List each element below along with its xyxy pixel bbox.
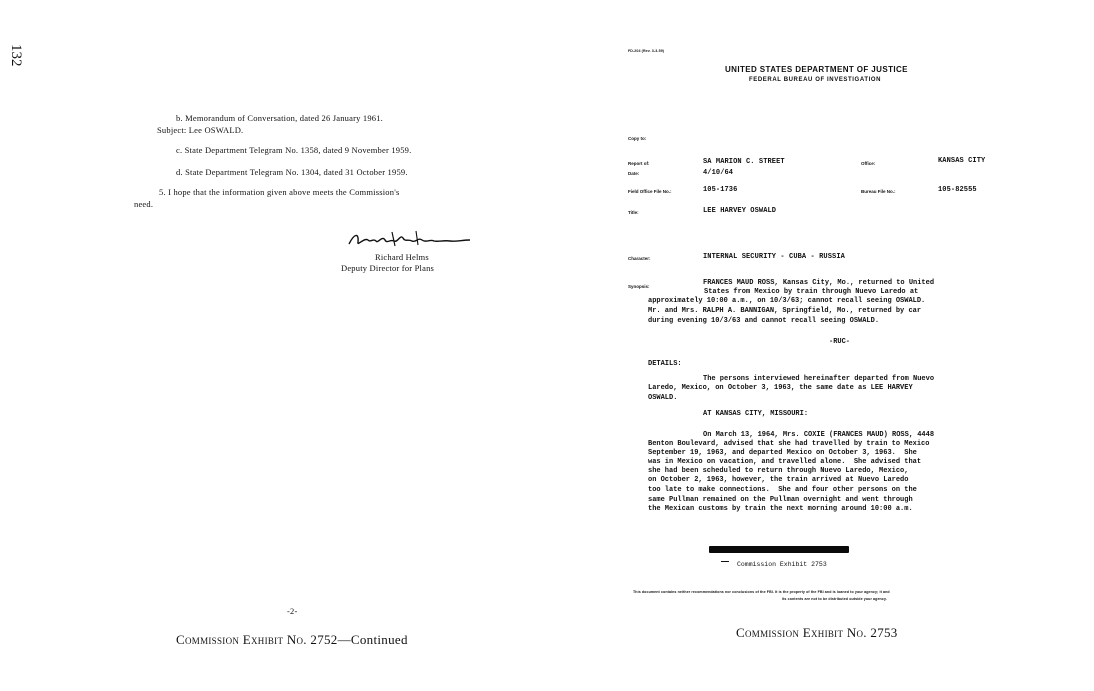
attachment-item-b: b. Memorandum of Conversation, dated 26 January 1961.: [176, 113, 384, 123]
left-caption-suffix: —Continued: [337, 632, 408, 647]
title-value: LEE HARVEY OSWALD: [703, 207, 777, 215]
office-label: Office:: [861, 161, 876, 166]
bureau-header: FEDERAL BUREAU OF INVESTIGATION: [749, 77, 882, 83]
page-number: 132: [8, 44, 24, 67]
synopsis-line: approximately 10:00 a.m., on 10/3/63; cannot recall seeing OSWALD.: [648, 297, 926, 305]
left-exhibit-caption: [176, 632, 408, 648]
copy-to-label: Copy to:: [628, 136, 647, 141]
synopsis-line: Mr. and Mrs. RALPH A. BANNIGAN, Springfield, Mo., returned by car: [648, 307, 922, 315]
synopsis-line: during evening 10/3/63 and cannot recall seeing OSWALD.: [648, 317, 880, 325]
synopsis-line: FRANCES MAUD ROSS, Kansas City, Mo., returned to United: [703, 279, 935, 287]
footer-disclaimer: This document contains neither recommendations nor conclusions of the FBI. It is the property of the FBI and is loaned to your agency; it and: [633, 590, 890, 594]
signer-name: Richard Helms: [375, 252, 429, 262]
character-value: INTERNAL SECURITY - CUBA - RUSSIA: [703, 253, 845, 261]
interview-line: On March 13, 1964, Mrs. COXIE (FRANCES MAUD) ROSS, 4448: [703, 431, 935, 439]
interview-line: on October 2, 1963, however, the train arrived at Nuevo Laredo: [648, 476, 909, 484]
bureau-file-label: Bureau File No.:: [861, 189, 896, 194]
interview-line: too late to make connections. She and four other persons on the: [648, 486, 917, 494]
report-of-label: Report of:: [628, 161, 650, 166]
title-label: Title:: [628, 210, 639, 215]
interview-line: the Mexican customs by train the next morning around 10:00 a.m.: [648, 505, 913, 513]
stamp-dash: [721, 561, 729, 562]
interview-line: Benton Boulevard, advised that she had travelled by train to Mexico: [648, 440, 930, 448]
closing-paragraph: 5. I hope that the information given above meets the Commission's: [159, 187, 400, 197]
interview-line: same Pullman remained on the Pullman overnight and went through: [648, 496, 913, 504]
page-mark: -2-: [287, 606, 298, 616]
details-heading: DETAILS:: [648, 360, 682, 368]
synopsis-label: Synopsis:: [628, 284, 650, 289]
attachment-item-c: c. State Department Telegram No. 1358, dated 9 November 1959.: [176, 145, 412, 155]
interview-line: September 19, 1963, and departed Mexico on October 3, 1963. She: [648, 449, 917, 457]
redaction-bar: [709, 546, 849, 553]
ruc-mark: -RUC-: [829, 338, 851, 346]
interview-line: was in Mexico on vacation, and travelled alone. She advised that: [648, 458, 922, 466]
department-header: UNITED STATES DEPARTMENT OF JUSTICE: [725, 65, 908, 74]
location-heading: AT KANSAS CITY, MISSOURI:: [703, 410, 809, 418]
details-line: Laredo, Mexico, on October 3, 1963, the same date as LEE HARVEY: [648, 384, 913, 392]
attachment-subject: Subject: Lee OSWALD.: [157, 125, 244, 135]
field-file-value: 105-1736: [703, 186, 738, 194]
character-label: Character:: [628, 256, 651, 261]
date-label: Date:: [628, 171, 640, 176]
right-exhibit-caption: Commission Exhibit No. 2753: [736, 625, 898, 640]
field-file-label: Field Office File No.:: [628, 189, 672, 194]
footer-disclaimer-2: its contents are not to be distributed outside your agency.: [782, 597, 887, 601]
left-caption-number: Commission Exhibit No. 2752: [176, 632, 338, 647]
interview-line: she had been scheduled to return through Nuevo Laredo, Mexico,: [648, 467, 909, 475]
form-number: FD-204 (Rev. 3-3-59): [628, 49, 665, 53]
details-line: OSWALD.: [648, 394, 678, 402]
date-value: 4/10/64: [703, 169, 734, 177]
closing-paragraph-end: need.: [134, 199, 154, 209]
exhibit-stamp: Commission Exhibit 2753: [737, 561, 827, 568]
details-line: The persons interviewed hereinafter departed from Nuevo: [703, 375, 935, 383]
synopsis-line: States from Mexico by train through Nuevo Laredo at: [704, 288, 919, 296]
bureau-file-value: 105-82555: [938, 186, 977, 194]
report-of-value: SA MARION C. STREET: [703, 158, 785, 166]
office-value: KANSAS CITY: [938, 157, 986, 165]
attachment-item-d: d. State Department Telegram No. 1304, dated 31 October 1959.: [176, 167, 408, 177]
signature-image: [346, 228, 476, 252]
signer-title: Deputy Director for Plans: [341, 263, 435, 273]
